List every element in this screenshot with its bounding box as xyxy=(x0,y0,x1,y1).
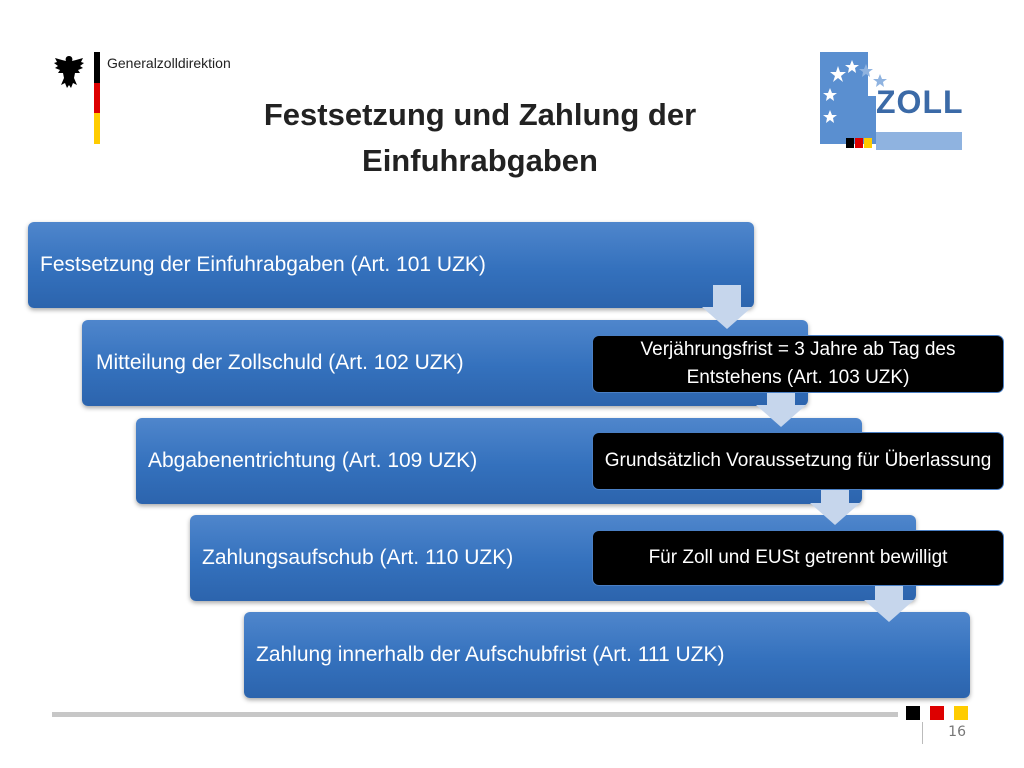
note-voraussetzung-ueberlassung xyxy=(592,432,1004,490)
page-number-divider xyxy=(922,722,923,744)
federal-eagle-icon xyxy=(52,52,86,92)
organization-name: Generalzolldirektion xyxy=(107,55,231,71)
step-zahlungsaufschub: Zahlungsaufschub (Art. 110 UZK) xyxy=(190,515,916,601)
note-text: Für Zoll und EUSt getrennt bewilligt xyxy=(648,547,948,568)
note-getrennt-bewilligt xyxy=(592,530,1004,586)
note-text: Grundsätzlich Voraussetzung für Überlassung xyxy=(604,450,992,471)
zoll-logo-text: ZOLL xyxy=(876,84,964,120)
slide-title: Festsetzung und Zahlung der Einfuhrabgaben xyxy=(263,97,697,178)
footer-divider xyxy=(52,712,898,717)
page-number: 16 xyxy=(948,724,966,740)
step-mitteilung: Mitteilung der Zollschuld (Art. 102 UZK) xyxy=(82,320,808,406)
zoll-logo xyxy=(818,48,966,154)
note-verjaehrungsfrist xyxy=(592,335,1004,393)
step-abgabenentrichtung: Abgabenentrichtung (Art. 109 UZK) xyxy=(136,418,862,504)
step-zahlung-aufschubfrist: Zahlung innerhalb der Aufschubfrist (Art. 111 UZK) xyxy=(244,612,970,698)
german-flag-bar xyxy=(94,52,100,144)
note-text: Verjährungsfrist = 3 Jahre ab Tag des Entstehens (Art. 103 UZK) xyxy=(640,339,956,388)
step-festsetzung: Festsetzung der Einfuhrabgaben (Art. 101 UZK) xyxy=(28,222,754,308)
